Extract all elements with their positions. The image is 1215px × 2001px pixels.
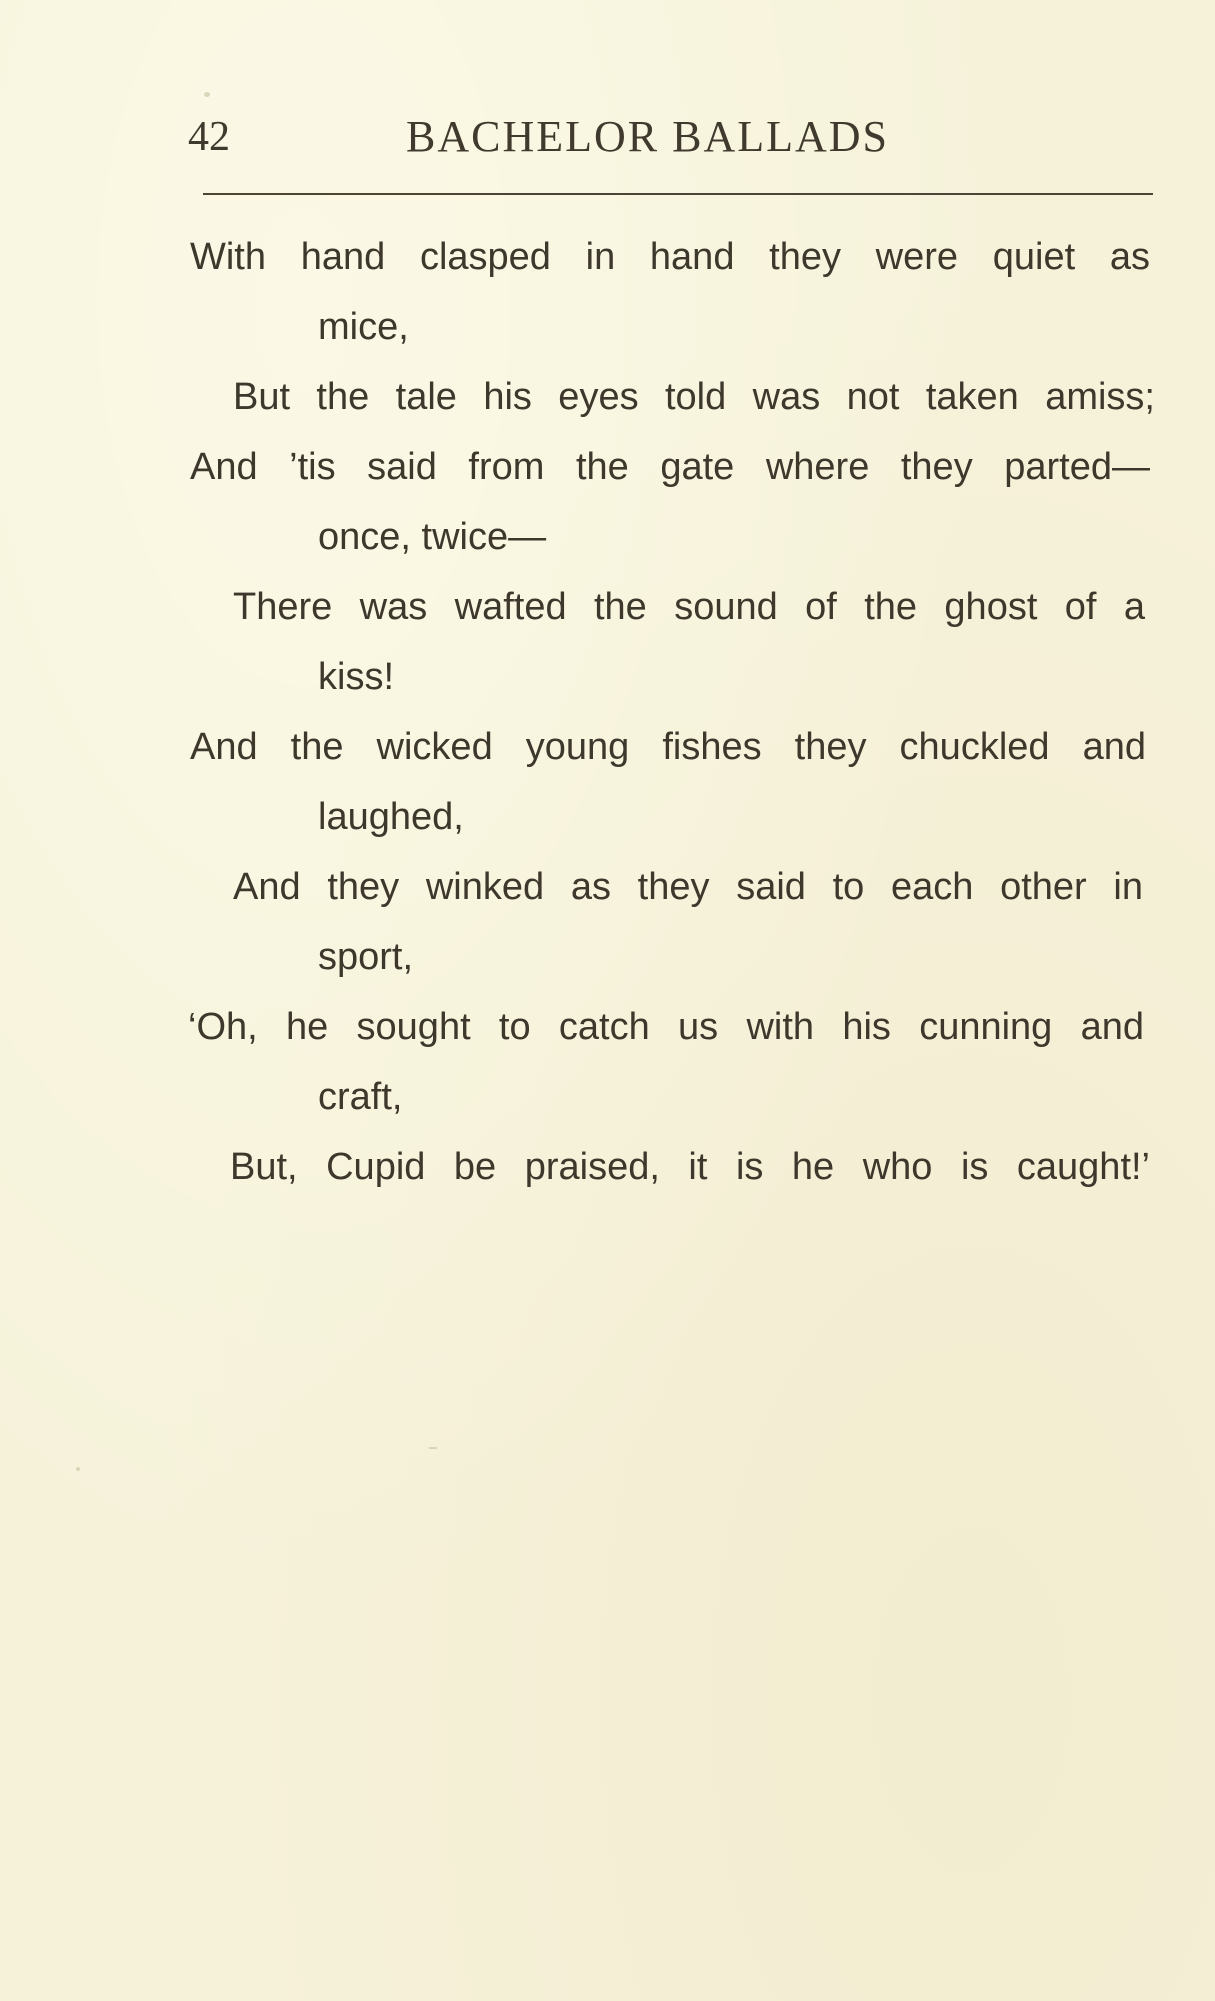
page-number: 42 — [188, 114, 230, 160]
poem-line: There was wafted the sound of the ghost of a — [233, 586, 1145, 628]
poem-line: With hand clasped in hand they were quiet as — [190, 236, 1150, 278]
poem-line: And the wicked young fishes they chuckled and — [190, 726, 1146, 768]
poem-line-continuation: kiss! — [318, 656, 394, 698]
poem-line-continuation: sport, — [318, 936, 414, 978]
poem-line-continuation: craft, — [318, 1076, 403, 1118]
poem-line-continuation: mice, — [318, 306, 409, 348]
poem-line-continuation: laughed, — [318, 796, 464, 838]
poem-line: And ’tis said from the gate where they parted— — [190, 446, 1150, 488]
poem-line: But the tale his eyes told was not taken amiss; — [233, 376, 1155, 418]
poem-line: And they winked as they said to each other in — [233, 866, 1143, 908]
poem-line-continuation: once, twice— — [318, 516, 547, 558]
running-title: BACHELOR BALLADS — [406, 112, 890, 161]
poem-line: ‘Oh, he sought to catch us with his cunning and — [188, 1006, 1144, 1048]
poem-line: But, Cupid be praised, it is he who is caught!’ — [230, 1146, 1150, 1188]
